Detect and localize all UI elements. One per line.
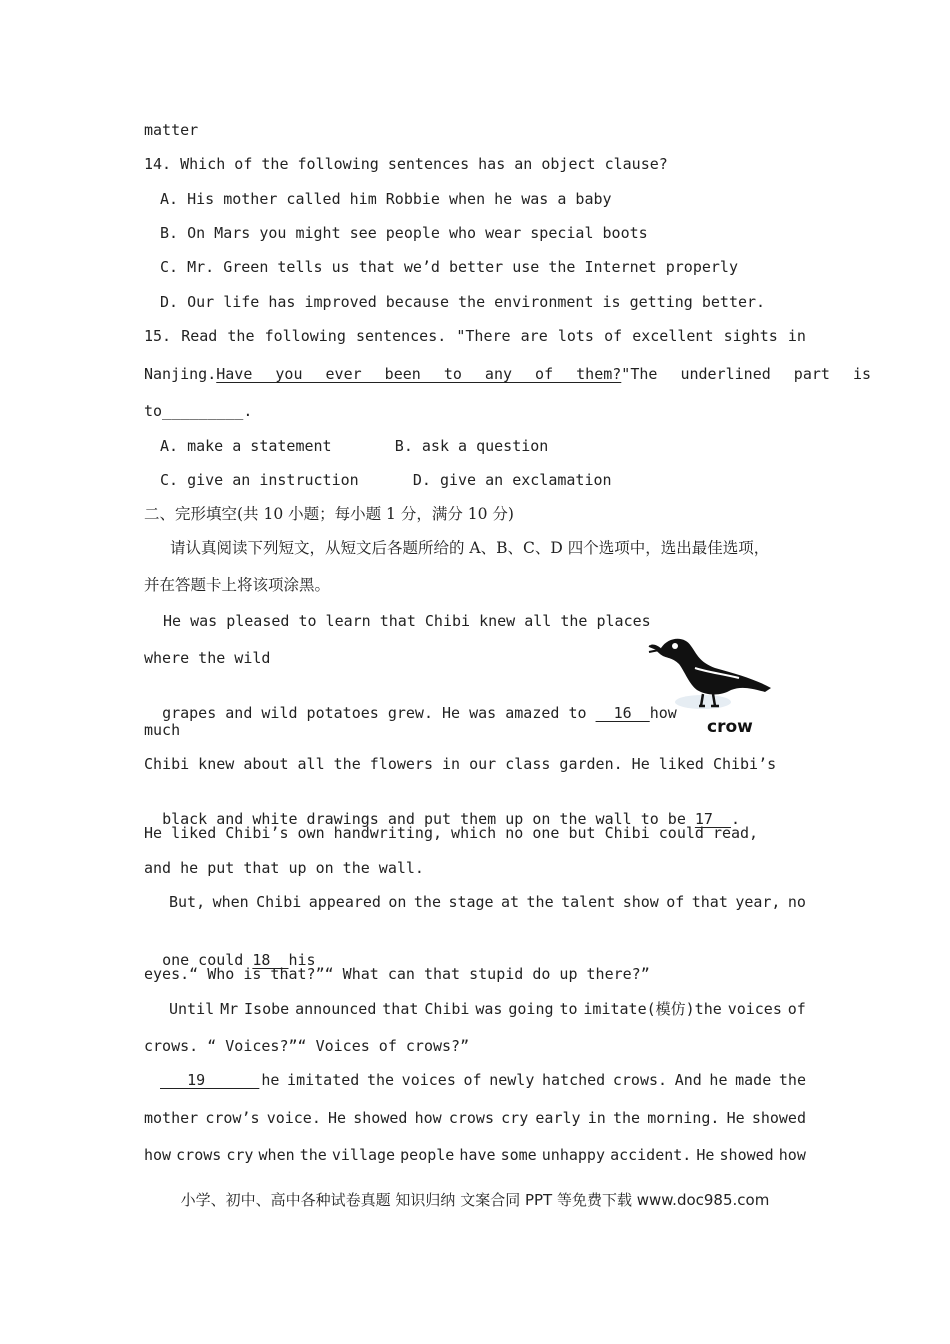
word: sentences. (355, 327, 447, 345)
word: 15. (144, 327, 172, 345)
word: he (261, 1071, 280, 1089)
text-span: one could (162, 951, 253, 969)
word: sights (723, 327, 778, 345)
section-heading: 二、完形填空(共 10 小题；每小题 1 分，满分 10 分) (144, 505, 514, 523)
text-span: Nanjing. (144, 365, 217, 383)
word: going (508, 1000, 554, 1018)
blank-17: 17 (694, 810, 732, 828)
word: early (535, 1109, 581, 1127)
text-span: black and white drawings and put them up on the wall to be (162, 810, 695, 828)
word: Isobe (244, 1000, 290, 1018)
word: crow’s (205, 1109, 260, 1127)
word: how (778, 1146, 806, 1164)
word: the (366, 1071, 395, 1089)
word: lots (557, 327, 594, 345)
word: hatched (542, 1071, 606, 1089)
word: Until (169, 1000, 215, 1018)
word: Chibi (256, 893, 302, 911)
word: he (709, 1071, 728, 1089)
word: showed (353, 1109, 408, 1127)
passage-line: He liked Chibi’s own handwriting, which no one but Chibi could read, (144, 824, 759, 842)
word: of (463, 1071, 482, 1089)
word: no (787, 893, 806, 911)
question-14: 14. Which of the following sentences has an object clause? (144, 155, 668, 173)
word: following (264, 327, 346, 345)
word: morning. (647, 1109, 720, 1127)
question-15-line2 (144, 364, 872, 384)
word: village (331, 1146, 396, 1164)
option-14b: B. On Mars you might see people who wear special boots (160, 224, 648, 242)
word: when (258, 1146, 295, 1164)
word: was (475, 1000, 503, 1018)
word: "There (456, 327, 511, 345)
word: to (559, 1000, 578, 1018)
word: that (691, 893, 728, 911)
word-group (261, 1070, 806, 1090)
word: in (787, 327, 806, 345)
text-line: matter (144, 121, 199, 139)
word: the (778, 1071, 806, 1089)
text-span: how (649, 704, 677, 722)
word: at (501, 893, 520, 911)
word: voices (727, 1000, 782, 1018)
word: the (299, 1146, 327, 1164)
word: announced (295, 1000, 377, 1018)
word: people (400, 1146, 455, 1164)
text-span: his (288, 951, 316, 969)
word: cry (226, 1146, 254, 1164)
passage-line: crows. “ Voices?”“ Voices of crows?” (144, 1037, 470, 1055)
word: in (587, 1109, 606, 1127)
options-15cd: C. give an instruction D. give an exclamation (160, 471, 612, 489)
word: voices (401, 1071, 456, 1089)
instruction-line1: 请认真阅读下列短文，从短文后各题所给的 A、B、C、D 四个选项中，选出最佳选项， (170, 539, 770, 557)
passage-line (144, 1108, 806, 1128)
word: accident. (610, 1146, 692, 1164)
word: newly (489, 1071, 535, 1089)
word: showed (719, 1146, 774, 1164)
question-15-line1 (144, 326, 806, 346)
passage-line (144, 683, 677, 723)
crow-label: crow (707, 717, 753, 737)
option-14d: D. Our life has improved because the environment is getting better. (160, 293, 766, 311)
word: the (227, 327, 255, 345)
passage-line: Chibi knew about all the flowers in our class garden. He liked Chibi’s (144, 755, 777, 773)
word: how (144, 1146, 172, 1164)
word: Read (181, 327, 218, 345)
word: stage (448, 893, 494, 911)
word: excellent (632, 327, 714, 345)
word: voice. (266, 1109, 321, 1127)
options-15ab: A. make a statement B. ask a question (160, 437, 549, 455)
passage-line (144, 1070, 806, 1090)
word: that (382, 1000, 419, 1018)
instruction-line2: 并在答题卡上将该项涂黑。 (144, 576, 331, 594)
word: of (666, 893, 685, 911)
text-span: "The underlined part is (621, 365, 872, 383)
word: Mr (220, 1000, 239, 1018)
word: cry (501, 1109, 529, 1127)
word: He (328, 1109, 347, 1127)
word: the (413, 893, 441, 911)
blank-19: 19 (160, 1071, 260, 1089)
crow-eye (672, 643, 678, 649)
word: show (622, 893, 659, 911)
word: crows (448, 1109, 494, 1127)
passage-line (169, 892, 806, 912)
blank-16: 16 (595, 704, 650, 722)
passage-line: eyes.“ Who is that?”“ What can that stupid do up there?” (144, 965, 650, 983)
word: the (526, 893, 554, 911)
word: crows. (612, 1071, 668, 1089)
word: year, (735, 893, 781, 911)
word: some (500, 1146, 537, 1164)
word: are (520, 327, 548, 345)
underlined-sentence: Have you ever been to any of them? (216, 365, 622, 383)
question-15-line3: to_________. (144, 402, 253, 420)
word: He (726, 1109, 745, 1127)
word: talent (561, 893, 616, 911)
word: have (459, 1146, 496, 1164)
passage-line: where the wild (144, 649, 271, 667)
option-14a: A. His mother called him Robbie when he was a baby (160, 190, 612, 208)
passage-line (169, 999, 806, 1019)
word: imitated (287, 1071, 360, 1089)
text-span: . (731, 810, 741, 828)
word: And (674, 1071, 702, 1089)
passage-line: and he put that up on the wall. (144, 859, 424, 877)
blank-18: 18 (252, 951, 289, 969)
text-span: grapes and wild potatoes grew. He was amazed to (162, 704, 596, 722)
word: appeared (308, 893, 381, 911)
word: He (696, 1146, 715, 1164)
word: But, (169, 893, 206, 911)
word: crows (176, 1146, 222, 1164)
word: mother (144, 1109, 199, 1127)
word: made (735, 1071, 772, 1089)
word: showed (751, 1109, 806, 1127)
word: on (388, 893, 407, 911)
crow-illustration (645, 628, 785, 740)
word: Chibi (424, 1000, 470, 1018)
word: of (604, 327, 623, 345)
page-footer: 小学、初中、高中各种试卷真题 知识归纳 文案合同 PPT 等免费下载 www.doc985.com (180, 1191, 770, 1209)
passage-line (144, 1145, 806, 1165)
word: the (612, 1109, 641, 1127)
word: imitate(模仿)the (583, 1000, 722, 1018)
word: how (414, 1109, 442, 1127)
word: when (212, 893, 249, 911)
option-14c: C. Mr. Green tells us that we’d better use the Internet properly (160, 258, 738, 276)
word: unhappy (541, 1146, 605, 1164)
word: of (787, 1000, 806, 1018)
passage-line: much (144, 721, 181, 739)
passage-line: He was pleased to learn that Chibi knew all the places (163, 612, 651, 630)
